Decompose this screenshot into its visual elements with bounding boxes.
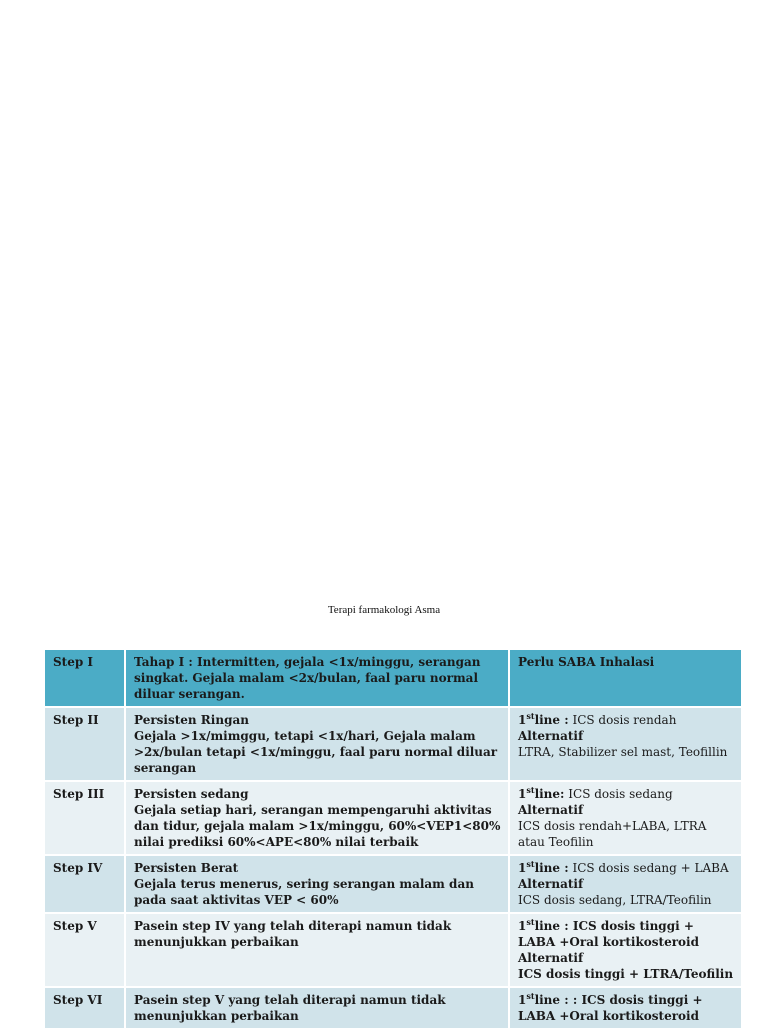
asthma-therapy-table bbox=[45, 650, 741, 1030]
alternative-value: ICS dosis tinggi + LTRA/Teofilin bbox=[518, 967, 734, 981]
alternative-label: Alternatif bbox=[518, 729, 584, 743]
condition-title: Persisten Ringan bbox=[134, 713, 249, 727]
condition-title: Persisten Berat bbox=[134, 861, 239, 875]
therapy-cell bbox=[509, 913, 741, 987]
condition-cell: Pasein step IV yang telah diterapi namun tidak menunjukkan perbaikan bbox=[125, 913, 509, 987]
condition-detail: Gejala setiap hari, serangan mempengaruhi aktivitas dan tidur, gejala malam >1x/minggu, 60%<VEP1<80% nilai prediksi 60%<APE<80% nilai terbaik bbox=[134, 803, 501, 849]
alternative-label: Alternatif bbox=[518, 877, 584, 891]
therapy-cell: Perlu SABA Inhalasi bbox=[509, 650, 741, 707]
therapy-cell bbox=[509, 987, 741, 1029]
table-row bbox=[45, 987, 741, 1029]
therapy-cell bbox=[509, 781, 741, 855]
condition-cell bbox=[125, 781, 509, 855]
alternative-label: Alternatif bbox=[518, 951, 584, 965]
table-row bbox=[45, 650, 741, 707]
first-line: 1stline : ICS dosis rendah bbox=[518, 711, 677, 727]
table-row bbox=[45, 707, 741, 781]
step-cell: Step II bbox=[45, 707, 125, 781]
document-caption: Terapi farmakologi Asma bbox=[327, 604, 441, 616]
step-cell: Step VI bbox=[45, 987, 125, 1029]
alternative-value: ICS dosis rendah+LABA, LTRA atau Teofilin bbox=[518, 819, 707, 849]
condition-cell: Tahap I : Intermitten, gejala <1x/minggu, serangan singkat. Gejala malam <2x/bulan, faal paru normal diluar serangan. bbox=[125, 650, 509, 707]
therapy-cell bbox=[509, 707, 741, 781]
first-line: 1stline : ICS dosis sedang + LABA bbox=[518, 859, 729, 875]
first-line: 1stline : : ICS dosis tinggi + LABA +Oral kortikosteroid bbox=[518, 991, 703, 1023]
condition-title: Persisten sedang bbox=[134, 787, 249, 801]
table-row bbox=[45, 855, 741, 913]
table-row bbox=[45, 781, 741, 855]
step-cell: Step III bbox=[45, 781, 125, 855]
first-line: 1stline : ICS dosis tinggi + LABA +Oral kortikosteroid bbox=[518, 917, 699, 949]
alternative-value: ICS dosis sedang, LTRA/Teofilin bbox=[518, 893, 712, 907]
step-cell: Step V bbox=[45, 913, 125, 987]
condition-detail: Gejala >1x/mimggu, tetapi <1x/hari, Gejala malam >2x/bulan tetapi <1x/minggu, faal paru normal diluar serangan bbox=[134, 729, 498, 775]
condition-cell bbox=[125, 707, 509, 781]
step-cell: Step IV bbox=[45, 855, 125, 913]
condition-cell: Pasein step V yang telah diterapi namun tidak menunjukkan perbaikan bbox=[125, 987, 509, 1029]
table-row bbox=[45, 913, 741, 987]
condition-cell bbox=[125, 855, 509, 913]
step-cell: Step I bbox=[45, 650, 125, 707]
condition-detail: Gejala terus menerus, sering serangan malam dan pada saat aktivitas VEP < 60% bbox=[134, 877, 474, 907]
first-line: 1stline: ICS dosis sedang bbox=[518, 785, 673, 801]
alternative-value: LTRA, Stabilizer sel mast, Teofillin bbox=[518, 745, 728, 759]
therapy-cell bbox=[509, 855, 741, 913]
alternative-label: Alternatif bbox=[518, 803, 584, 817]
